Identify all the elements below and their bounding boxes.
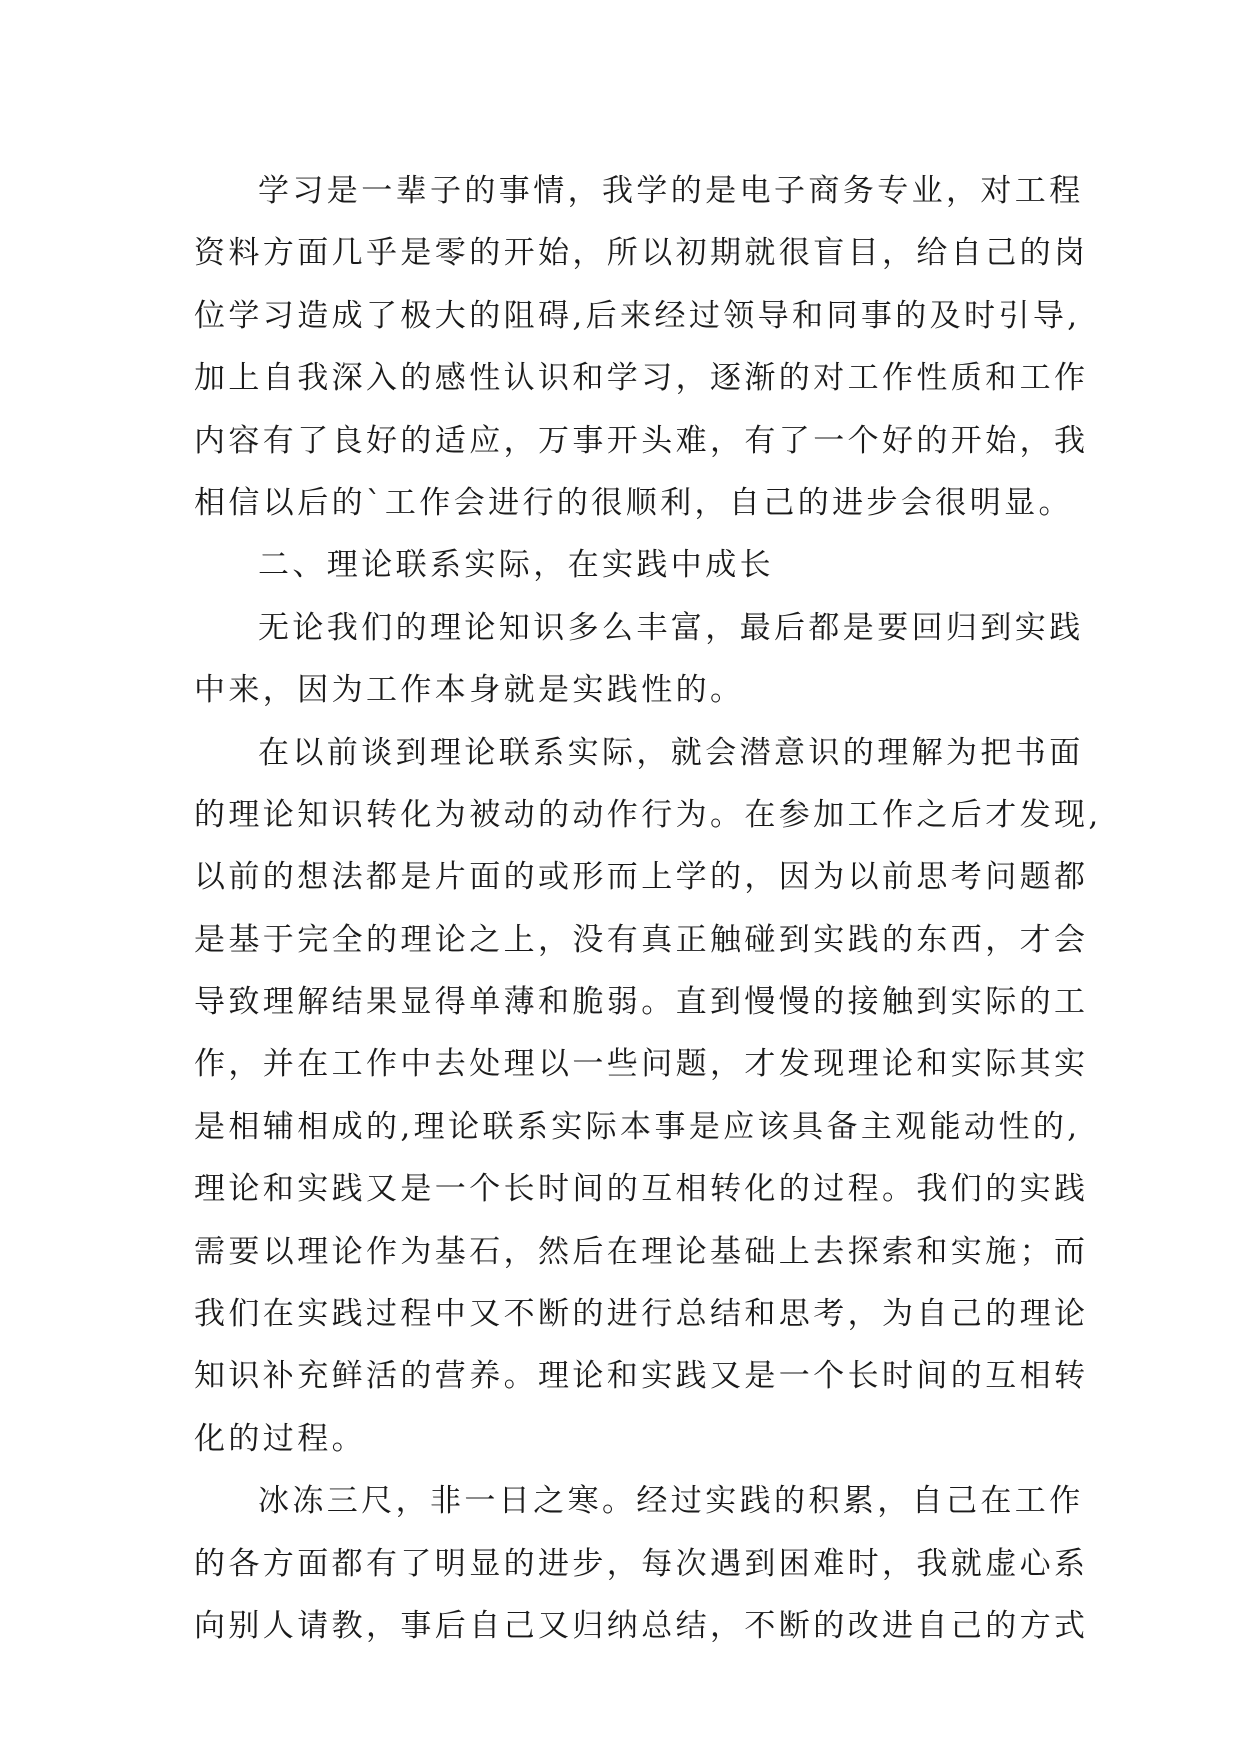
paragraph-line: 在以前谈到理论联系实际，就会潜意识的理解为把书面 [258, 734, 1084, 771]
paragraph-line: 是基于完全的理论之上，没有真正触碰到实践的东西，才会 [194, 921, 1089, 958]
paragraph-line: 以前的想法都是片面的或形而上学的，因为以前思考问题都 [194, 859, 1089, 896]
paragraph-line: 我们在实践过程中又不断的进行总结和思考，为自己的理论 [194, 1296, 1089, 1333]
paragraph-line: 冰冻三尺，非一日之寒。经过实践的积累，自己在工作 [258, 1483, 1084, 1520]
paragraph-line: 资料方面几乎是零的开始，所以初期就很盲目，给自己的岗 [194, 235, 1089, 272]
paragraph-line: 中来，因为工作本身就是实践性的。 [194, 672, 745, 709]
section-heading: 二、理论联系实际，在实践中成长 [258, 547, 774, 584]
paragraph-line: 导致理解结果显得单薄和脆弱。直到慢慢的接触到实际的工 [194, 984, 1089, 1021]
paragraph-line: 学习是一辈子的事情，我学的是电子商务专业，对工程 [258, 173, 1084, 209]
document-body [194, 160, 1102, 1657]
paragraph-line: 的各方面都有了明显的进步，每次遇到困难时，我就虚心系 [194, 1545, 1089, 1582]
paragraph-line: 向别人请教，事后自己又归纳总结，不断的改进自己的方式 [194, 1607, 1089, 1644]
paragraph-line: 的理论知识转化为被动的动作行为。在参加工作之后才发现, [194, 796, 1102, 833]
paragraph-line: 理论和实践又是一个长时间的互相转化的过程。我们的实践 [194, 1171, 1089, 1208]
paragraph-line: 无论我们的理论知识多么丰富，最后都是要回归到实践 [258, 609, 1084, 646]
paragraph-line: 知识补充鲜活的营养。理论和实践又是一个长时间的互相转 [194, 1358, 1089, 1395]
paragraph-line: 加上自我深入的感性认识和学习，逐渐的对工作性质和工作 [194, 360, 1089, 397]
paragraph-line: 需要以理论作为基石，然后在理论基础上去探索和实施；而 [194, 1233, 1089, 1270]
paragraph-line: 相信以后的`工作会进行的很顺利，自己的进步会很明显。 [194, 484, 1073, 521]
paragraph-line: 是相辅相成的,理论联系实际本事是应该具备主观能动性的, [194, 1108, 1081, 1145]
paragraph-line: 内容有了良好的适应，万事开头难，有了一个好的开始，我 [194, 422, 1089, 459]
paragraph-line: 化的过程。 [194, 1420, 366, 1457]
paragraph-line: 作，并在工作中去处理以一些问题，才发现理论和实际其实 [194, 1046, 1089, 1083]
paragraph-line: 位学习造成了极大的阻碍,后来经过领导和同事的及时引导, [194, 297, 1081, 334]
